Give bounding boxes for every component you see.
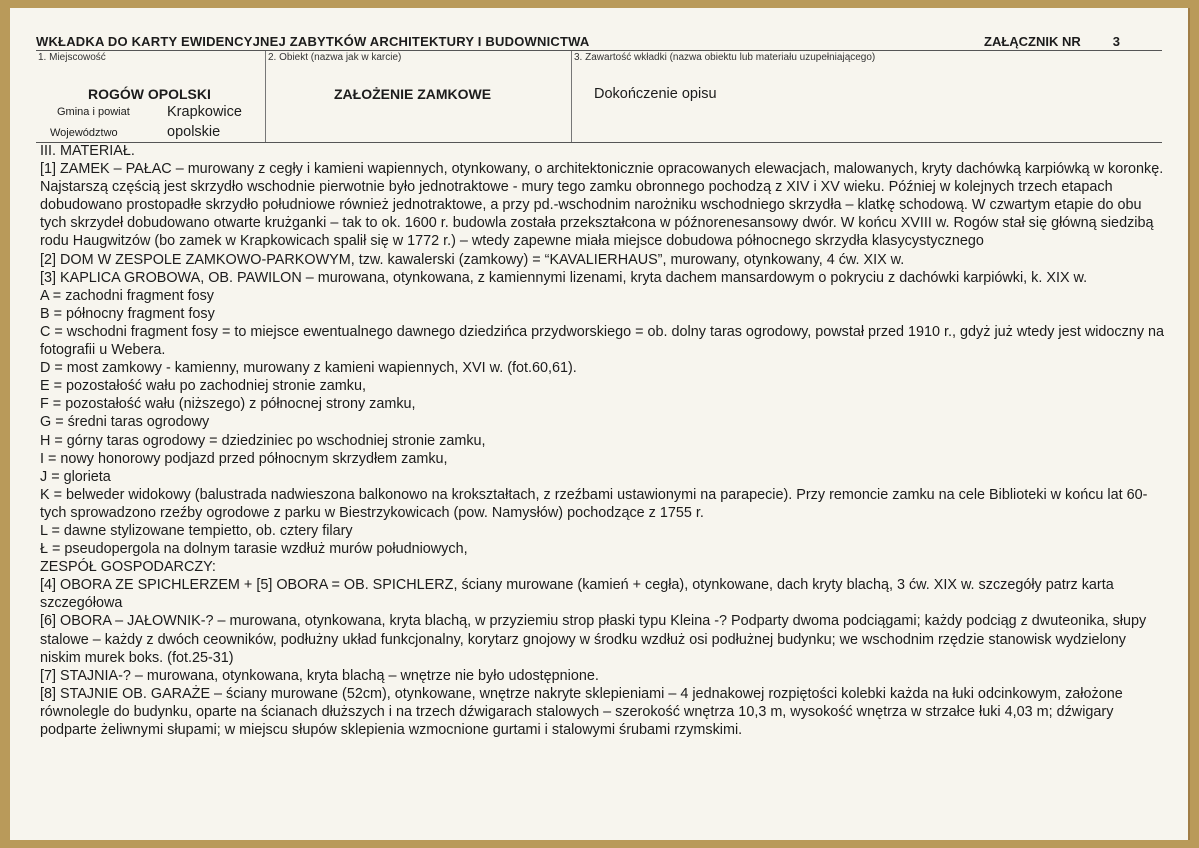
entry-d: D = most zamkowy - kamienny, murowany z kamieni wapiennych, XVI w. (fot.60,61). <box>40 360 577 377</box>
entry-dom-kawalerski: [2] DOM W ZESPOLE ZAMKOWO-PARKOWYM, tzw. kawalerski (zamkowy) = “KAVALIERHAUS”, murowany, otynkowany, 4 ćw. XIX w. <box>40 251 905 268</box>
attachment-label: ZAŁĄCZNIK NR <box>984 34 1081 49</box>
commune-value: Krapkowice <box>167 104 242 120</box>
description-body <box>40 142 1166 739</box>
entry-kaplica-grobowa: [3] KAPLICA GROBOWA, OB. PAWILON – murowana, otynkowana, z kamiennymi lizenami, kryta dachem mansardowym o pokryciu z dachówki karpiówki, k. XIX w. <box>40 269 1088 286</box>
entry-j: J = glorieta <box>40 468 111 485</box>
entry-stajnie-garaze: [8] STAJNIE OB. GARAŻE – ściany murowane (52cm), otynkowane, wnętrze nakryte sklepieniami – 4 jednakowej rozpiętości kolebki każda na łuki odcinkowym, założone równolegle do budynku, oparte na ścianach dłuższych i na trzech dźwigarach stalowych – szerokość wnętrza 10,3 m, wysokość wnętrza w strzałce łuki 4,03 m; dźwigary podparte żeliwnymi słupami; w miejscu słupów sklepienia wzmocnione gurtami i stalowymi śrubami rzymskimi. <box>40 685 1123 738</box>
entry-obora-jalownik: [6] OBORA – JAŁOWNIK-? – murowana, otynkowana, kryta blachą, w przyziemiu strop płaski typu Kleina -? Podparty dwoma podciągami; każdy podciąg z dwuteonika, słupy stalowe – każdy z dwóch ceowników, podłużny układ funkcjonalny, korytarz gnojowy w środku wzdłuż osi podłużnej budynku; we wschodnim rzędzie stanowisk wydzielony niskim murek boks. (fot.25-31) <box>40 613 1147 666</box>
entry-c: C = wschodni fragment fosy = to miejsce ewentualnego dawnego dziedzińca przydworskiego = ob. dolny taras ogrodowy, powstał przed 1910 r., gdyż już wtedy jest widoczny na fotografii u Webera. <box>40 323 1165 359</box>
entry-zamek-palac: [1] ZAMEK – PAŁAC – murowany z cegły i kamieni wapiennych, otynkowany, o architektonicznie opracowanych elewacjach, malowanych, kryty dachówką karpiówką w koronkę. Najstarszą częścią jest skrzydło wschodnie pierwotnie było jednotraktowe - mury tego zamku obronnego pochodzą z XIV i XV wieku. Później w kolejnych trzech etapach dobudowano prostopadłe skrzydło południowe również jednotraktowe, a przy pd.-wschodnim narożniku wschodniego skrzydła – klatkę schodową. W czwartym etapie do obu tych skrzydeł dobudowano otwarte krużganki – tak to ok. 1600 r. budowla została przekształcona w późnorenesansowy dwór. W końcu XVIII w. Rogów stał się główną siedzibą rodu Haugwitzów (bo zamek w Krapkowicach spalił się w 1772 r.) – wtedy zapewne miała miejsce dobudowa północnego skrzydła klasycystycznego <box>40 161 1164 250</box>
header-divider <box>36 50 1162 51</box>
entry-i: I = nowy honorowy podjazd przed północnym skrzydłem zamku, <box>40 450 448 467</box>
commune-label: Gmina i powiat <box>57 106 130 118</box>
locality-value: ROGÓW OPOLSKI <box>88 86 211 102</box>
field-3-label: 3. Zawartość wkładki (nazwa obiektu lub materiału uzupełniającego) <box>574 52 876 63</box>
entry-g: G = średni taras ogrodowy <box>40 414 210 431</box>
attachment-number <box>984 34 1120 49</box>
entry-l: L = dawne stylizowane tempietto, ob. cztery filary <box>40 522 353 539</box>
entry-a: A = zachodni fragment fosy <box>40 287 214 304</box>
voivodeship-value: opolskie <box>167 124 221 140</box>
entry-f: F = pozostałość wału (niższego) z północnej strony zamku, <box>40 396 416 413</box>
insert-content-value: Dokończenie opisu <box>594 86 717 102</box>
field-separator-2 <box>571 51 572 143</box>
form-title: WKŁADKA DO KARTY EWIDENCYJNEJ ZABYTKÓW ARCHITEKTURY I BUDOWNICTWA <box>36 34 590 49</box>
section-heading: III. MATERIAŁ. <box>40 143 135 159</box>
object-value: ZAŁOŻENIE ZAMKOWE <box>334 86 492 102</box>
entry-e: E = pozostałość wału po zachodniej stronie zamku, <box>40 378 366 395</box>
entry-k: K = belweder widokowy (balustrada nadwieszona balkonowo na krokształtach, z rzeźbami ustawionymi na parapecie). Przy remoncie zamku na cele Biblioteki w końcu lat 60-tych sprowadzono rzeźby ogrodowe z parku w Biestrzykowicach (pow. Namysłów) pochodzące z 1755 r. <box>40 486 1148 521</box>
attachment-value: 3 <box>1112 34 1120 49</box>
entry-stajnia: [7] STAJNIA-? – murowana, otynkowana, kryta blachą – wnętrze nie było udostępnione. <box>40 667 599 684</box>
field-2-label: 2. Obiekt (nazwa jak w karcie) <box>268 52 402 63</box>
entry-obora-spichlerz: [4] OBORA ZE SPICHLERZEM + [5] OBORA = OB. SPICHLERZ, ściany murowane (kamień + cegła), otynkowane, dach kryty blachą, 3 ćw. XIX w. szczegóły patrz karta szczegółowa <box>40 577 1114 612</box>
field-1-label: 1. Miejscowość <box>38 52 106 63</box>
entry-b: B = północny fragment fosy <box>40 305 215 322</box>
entry-h: H = górny taras ogrodowy = dziedziniec po wschodniej stronie zamku, <box>40 432 486 449</box>
entry-l-stroke: Ł = pseudopergola na dolnym tarasie wzdłuż murów południowych, <box>40 541 468 558</box>
field-separator-1 <box>265 51 266 143</box>
record-card <box>10 8 1190 840</box>
section-zespol-gospodarczy: ZESPÓŁ GOSPODARCZY: <box>40 559 216 576</box>
voivodeship-label: Województwo <box>50 127 118 139</box>
